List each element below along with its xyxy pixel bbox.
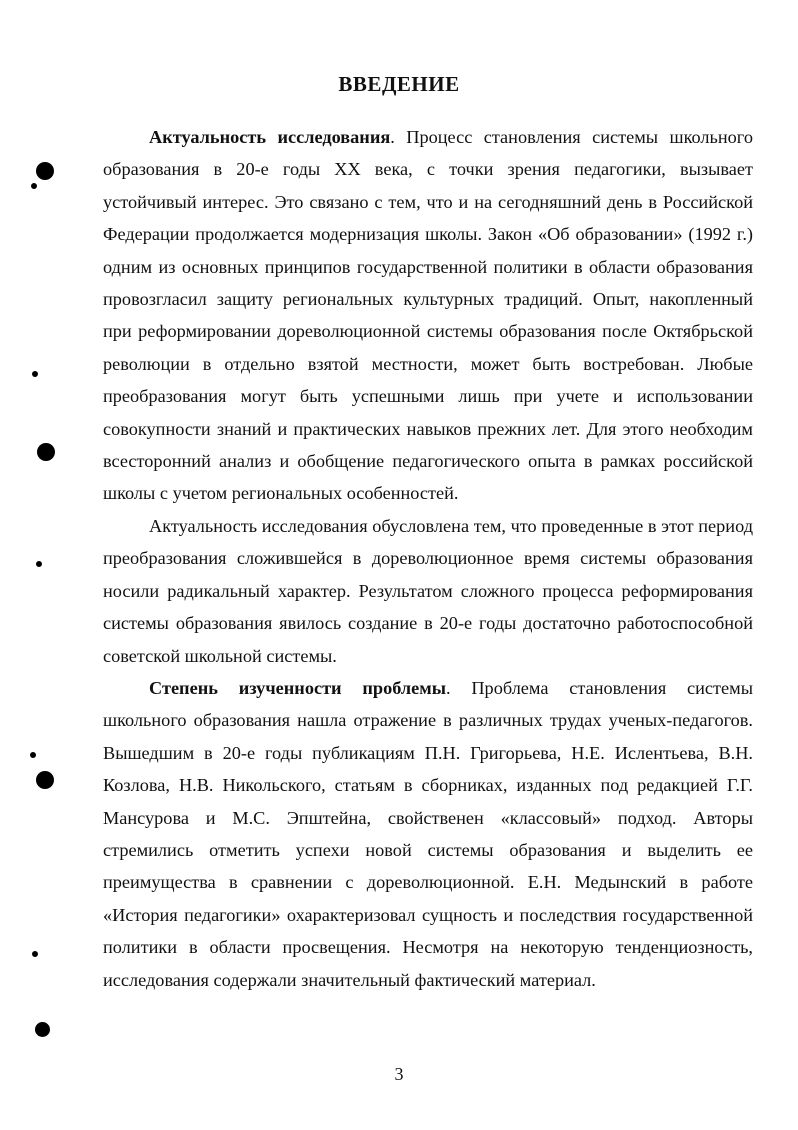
scan-speck-mark [30,752,36,758]
binder-hole-mark [35,1022,50,1037]
scan-speck-mark [32,371,38,377]
binder-hole-mark [37,443,55,461]
binder-hole-mark [36,771,54,789]
paragraph-lead: Степень изученности проблемы [149,677,446,698]
page-title: ВВЕДЕНИЕ [338,72,460,96]
body-text [103,121,753,996]
paragraph-research-degree [103,672,753,996]
scan-speck-mark [32,951,38,957]
paragraph-lead: Актуальность исследования [149,127,391,147]
scan-speck-mark [31,183,37,189]
paragraph-relevance-reason [103,510,753,672]
binder-hole-mark [36,162,54,180]
paragraph-text: . Процесс становления системы школьного образования в 20-е годы XX века, с точки зрения педагогики, вызывает устойчивый интерес. Это связано с тем, что и на сегодняшний день в Российской Федерации продолжается модернизация школы. Закон «Об образовании» (1992 г.) одним из основных принципов государственной политики в области образования провозгласил защиту региональных культурных традиций. Опыт, накопленный при реформировании дореволюционной системы образования после Октябрьской революции в отдельно взятой местности, может быть востребован. Любые преобразования могут быть успешными лишь при учете и использовании совокупности знаний и практических навыков прежних лет. Для этого необходим всесторонний анализ и обобщение педагогического опыта в рамках российской школы с учетом региональных особенностей. [103,127,753,504]
paragraph-text: . Проблема становления системы школьного образования нашла отражение в различных трудах ученых-педагогов. Вышедшим в 20-е годы публикациям П.Н. Григорьева, Н.Е. Ислентьева, В.Н. Козлова, Н.В. Никольского, статьям в сборниках, изданных под редакцией Г.Г. Мансурова и М.С. Эпштейна, свойственен «классовый» подход. Авторы стремились отметить успехи новой системы образования и выделить ее преимущества в сравнении с дореволюционной. Е.Н. Медынский в работе «История педагогики» охарактеризовал сущность и последствия государственной политики в области просвещения. Несмотря на некоторую тенденциозность, исследования содержали значительный фактический материал. [103,677,753,990]
page-number: 3 [394,1064,404,1084]
paragraph-relevance [103,121,753,510]
scan-speck-mark [36,561,42,567]
paragraph-text: Актуальность исследования обусловлена тем, что проведенные в этот период преобразования сложившейся в дореволюционное время системы образования носили радикальный характер. Результатом сложного процесса реформирования системы образования явилось создание в 20-е годы достаточно работоспособной советской школьной системы. [103,515,753,666]
